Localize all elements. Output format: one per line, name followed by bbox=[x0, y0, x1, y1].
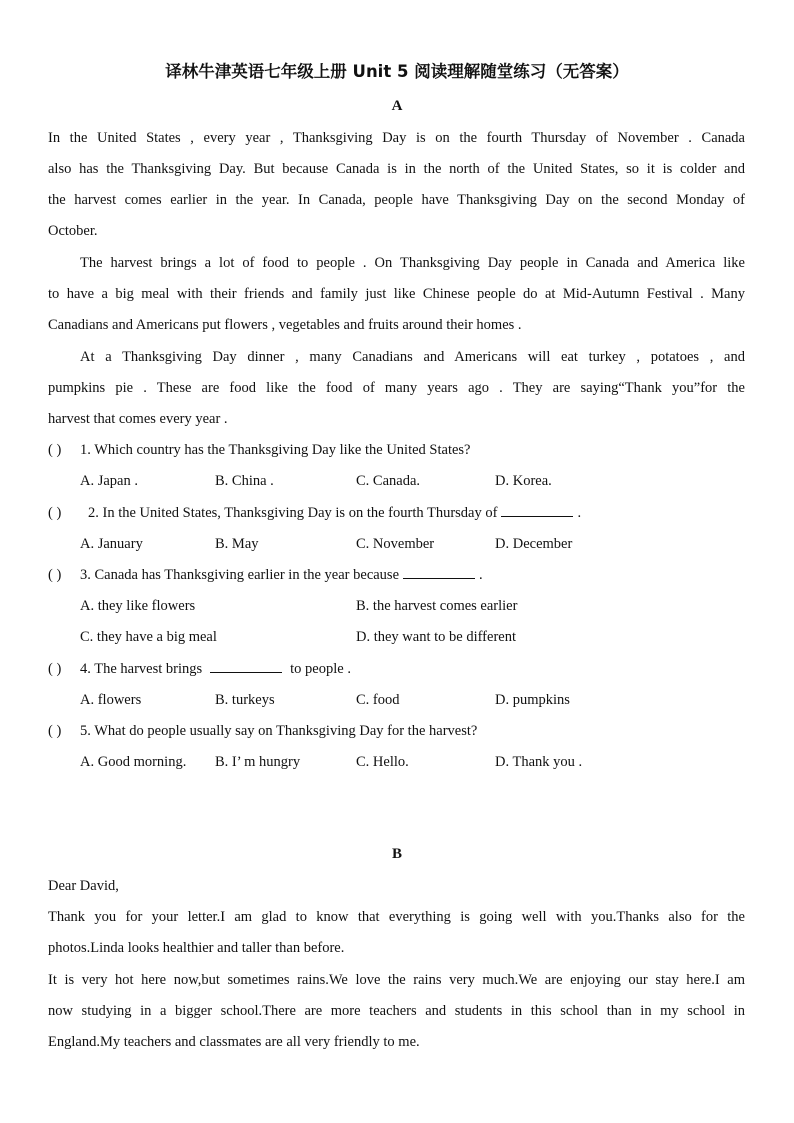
option-d: D. December bbox=[495, 536, 573, 552]
option-b: B. May bbox=[215, 536, 259, 552]
option-a: A. they like flowers bbox=[80, 598, 196, 614]
passage-a-line: also has the Thanksgiving Day. But because Canada is in the north of the United States, so it is colder and bbox=[48, 161, 745, 177]
passage-b-line: It is very hot here now,but sometimes rains.We love the rains very much.We are enjoying our stay here.I am bbox=[48, 972, 745, 988]
option-d: D. pumpkins bbox=[495, 692, 570, 708]
passage-a-line: The harvest brings a lot of food to people . On Thanksgiving Day people in Canada and America like bbox=[80, 255, 745, 271]
question-text: 1. Which country has the Thanksgiving Day like the United States? bbox=[80, 442, 471, 458]
option-a: A. Good morning. bbox=[80, 754, 187, 770]
passage-b-line: photos.Linda looks healthier and taller than before. bbox=[48, 940, 345, 956]
passage-a-line: to have a big meal with their friends and family just like Chinese people do at Mid-Autumn Festival . Many bbox=[48, 286, 745, 302]
question-3 bbox=[48, 565, 483, 585]
passage-b-line: England.My teachers and classmates are all very friendly to me. bbox=[48, 1034, 420, 1050]
option-b: B. China . bbox=[215, 473, 274, 489]
question-text: 5. What do people usually say on Thanksgiving Day for the harvest? bbox=[80, 723, 478, 739]
option-a: A. flowers bbox=[80, 692, 142, 708]
question-suffix: . bbox=[479, 567, 483, 583]
question-suffix: to people . bbox=[290, 661, 351, 677]
option-b: B. I’ m hungry bbox=[215, 754, 301, 770]
option-d: D. Thank you . bbox=[495, 754, 583, 770]
passage-a-line: Canadians and Americans put flowers , vegetables and fruits around their homes . bbox=[48, 317, 522, 333]
fill-blank[interactable] bbox=[501, 504, 573, 517]
passage-a-line: In the United States , every year , Thanksgiving Day is on the fourth Thursday of November . Canada bbox=[48, 130, 745, 146]
fill-blank[interactable] bbox=[210, 660, 282, 673]
answer-bracket[interactable]: ( ) bbox=[48, 723, 62, 739]
passage-a-line: pumpkins pie . These are food like the food of many years ago . They are saying“Thank you”for the bbox=[48, 380, 745, 396]
answer-bracket[interactable]: ( ) bbox=[48, 505, 62, 521]
option-c: C. Canada. bbox=[356, 473, 421, 489]
option-d: D. Korea. bbox=[495, 473, 552, 489]
answer-bracket[interactable]: ( ) bbox=[48, 661, 62, 677]
question-suffix: . bbox=[577, 505, 582, 521]
passage-b-line: Thank you for your letter.I am glad to know that everything is going well with you.Thanks also for the bbox=[48, 909, 745, 925]
question-text: 4. The harvest brings bbox=[80, 661, 203, 677]
passage-a-line: At a Thanksgiving Day dinner , many Canadians and Americans will eat turkey , potatoes , and bbox=[80, 349, 745, 365]
option-b: B. turkeys bbox=[215, 692, 275, 708]
option-a: A. January bbox=[80, 536, 143, 552]
question-4 bbox=[48, 659, 351, 679]
answer-bracket[interactable]: ( ) bbox=[48, 567, 62, 583]
letter-greeting: Dear David, bbox=[48, 878, 119, 894]
section-a-label: A bbox=[391, 98, 403, 114]
option-c: C. November bbox=[356, 536, 435, 552]
answer-bracket[interactable]: ( ) bbox=[48, 442, 62, 458]
option-b: B. the harvest comes earlier bbox=[356, 598, 518, 614]
question-text: 2. In the United States, Thanksgiving Day is on the fourth Thursday of bbox=[88, 505, 498, 521]
option-c: C. Hello. bbox=[356, 754, 409, 770]
fill-blank[interactable] bbox=[403, 566, 475, 579]
passage-a-line: harvest that comes every year . bbox=[48, 411, 228, 427]
option-d: D. they want to be different bbox=[356, 629, 516, 645]
question-2 bbox=[48, 503, 581, 523]
option-c: C. food bbox=[356, 692, 400, 708]
section-b-label: B bbox=[391, 846, 402, 862]
passage-a-line: October. bbox=[48, 223, 98, 239]
question-text: 3. Canada has Thanksgiving earlier in the year because bbox=[80, 567, 400, 583]
question-1 bbox=[48, 440, 470, 460]
option-c: C. they have a big meal bbox=[80, 629, 217, 645]
question-5 bbox=[48, 721, 477, 741]
option-a: A. Japan . bbox=[80, 473, 138, 489]
passage-b-line: now studying in a bigger school.There are more teachers and students in this school than in my school in bbox=[48, 1003, 745, 1019]
page-title: 译林牛津英语七年级上册 Unit 5 阅读理解随堂练习（无答案） bbox=[165, 62, 629, 81]
passage-a-line: the harvest comes earlier in the year. In Canada, people have Thanksgiving Day on the second Monday of bbox=[48, 192, 745, 208]
